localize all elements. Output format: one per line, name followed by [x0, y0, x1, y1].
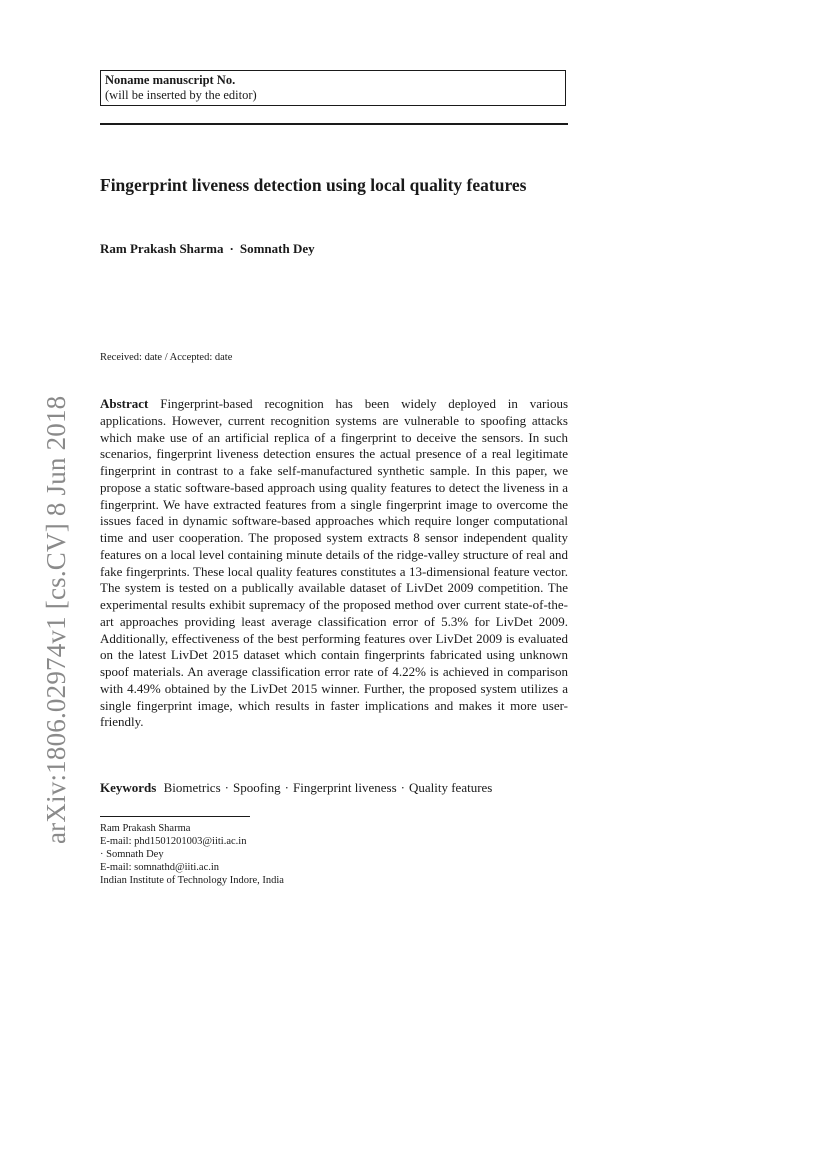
- manuscript-number: Noname manuscript No.: [105, 73, 236, 87]
- author-separator: ·: [229, 241, 234, 256]
- affiliation-email: E-mail: phd1501201003@iiti.ac.in: [100, 836, 247, 847]
- keyword: Quality features: [408, 780, 493, 795]
- author-list: [100, 241, 568, 257]
- abstract: [100, 396, 568, 731]
- keyword: Spoofing: [232, 780, 281, 795]
- keywords: [100, 780, 568, 796]
- keyword-separator: ·: [284, 780, 289, 795]
- keywords-label: Keywords: [100, 780, 157, 795]
- received-date: Received: date / Accepted: date: [100, 352, 233, 363]
- keyword-separator: ·: [224, 780, 229, 795]
- affiliation-institution: Indian Institute of Technology Indore, India: [100, 875, 284, 886]
- keyword: Fingerprint liveness: [293, 780, 397, 795]
- author-name: Somnath Dey: [239, 241, 315, 256]
- keyword: Biometrics: [163, 780, 221, 795]
- abstract-text: Fingerprint-based recognition has been widely deployed in various applications. However, current recognition systems are vulnerable to spoofing attacks which make use of an artificial replica of a fingerprint to deceive the sensors. In such scenarios, fingerprint liveness detection ensures the actual presence of a real legitimate fingerprint in contrast to a fake self-manufactured synthetic sample. In this paper, we propose a static software-based approach using quality features to detect the liveness in a fingerprint. We have extracted features from a single fingerprint image to overcome the issues faced in dynamic software-based approaches which require longer computational time and user cooperation. The proposed system extracts 8 sensor independent quality features on a local level containing minute details of the ridge-valley structure of real and fake fingerprints. These local quality features constitutes a 13-dimensional feature vector. The system is tested on a publically available dataset of LivDet 2009 competition. The experimental results exhibit supremacy of the proposed method over current state-of-the-art approaches providing least average classification error of 5.3% for LivDet 2009. Additionally, effectiveness of the best performing features over LivDet 2009 is evaluated on the latest LivDet 2015 dataset which contain fingerprints fabricated using unknown spoof materials. An average classification error rate of 4.22% is achieved in comparison with 4.49% obtained by the LivDet 2015 winner. Further, the proposed system utilizes a single fingerprint image, which results in faster implications and makes it more user-friendly.: [100, 396, 568, 730]
- editor-note: (will be inserted by the editor): [105, 88, 257, 102]
- keyword-separator: ·: [400, 780, 405, 795]
- affiliation-email: E-mail: somnathd@iiti.ac.in: [100, 862, 220, 873]
- paper-title: Fingerprint liveness detection using local quality features: [100, 175, 527, 195]
- manuscript-header-box: [100, 70, 566, 106]
- affiliation-line: Ram Prakash Sharma: [100, 823, 191, 834]
- affiliation-line: · Somnath Dey: [100, 849, 164, 860]
- arxiv-identifier: arXiv:1806.02974v1 [cs.CV] 8 Jun 2018: [41, 395, 71, 844]
- author-name: Ram Prakash Sharma: [100, 241, 224, 256]
- abstract-label: Abstract: [100, 396, 149, 411]
- author-affiliations: [100, 822, 568, 887]
- footnote-rule: [100, 816, 250, 817]
- header-divider: [100, 123, 568, 125]
